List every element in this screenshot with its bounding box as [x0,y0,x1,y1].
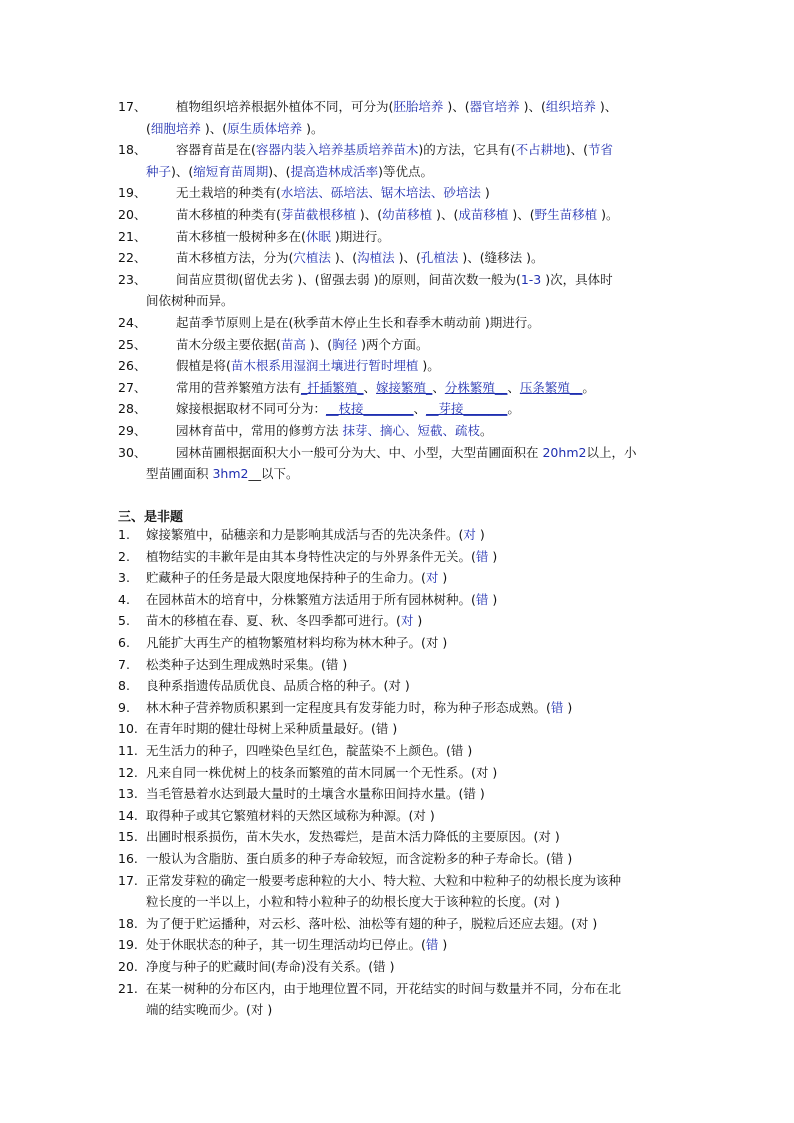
question-number: 16. [118,851,138,866]
answer-text: 细胞培养 [150,120,201,136]
text-segment: )期进行。 [330,228,390,244]
text-segment: 、 [432,379,445,395]
question-number: 24、 [118,315,147,330]
text-segment: )的方法，它具有( [418,142,516,158]
text-segment: )、( [355,207,383,222]
answer-text: 穴植法 [293,250,331,266]
answer-blank: 分株繁殖__ [444,379,508,395]
text-segment: )。 [302,120,324,136]
text-segment: )、 [595,99,618,114]
answer-text: 错 [550,699,564,715]
text-segment: )、( [200,120,228,136]
question-number: 20. [118,959,138,974]
question-number: 8. [118,678,130,694]
answer-text: 组织培养 [545,99,596,114]
answer-blank: __芽接_______ [426,401,508,417]
question-number: 9. [118,699,130,715]
text-segment: 嫁接根据取材不同可分为： [176,401,327,417]
answer-text: 不占耕地 [515,142,566,158]
question-number: 19、 [118,185,147,201]
answer-text: 20hm2 [542,444,587,460]
text-segment: 出圃时根系损伤，苗木失水，发热霉烂，是苗木活力降低的主要原因。(对 ) [146,829,560,845]
text-segment: 植物组织培养根据外植体不同，可分为( [176,99,394,114]
question-number: 30、 [118,444,147,460]
answer-text: 对 [463,527,476,542]
question-text [146,936,447,954]
text-segment: )次，具体时 [541,271,613,287]
question-text [146,872,621,890]
question-number: 13. [118,786,138,802]
answer-text: 缩短育苗周期 [193,163,269,179]
question-text [146,785,485,803]
question-text [146,548,497,566]
question-number: 18. [118,915,138,931]
question-text [176,379,595,397]
answer-text: 对 [400,613,414,629]
text-segment: 园林育苗中，常用的修剪方法 [176,423,343,438]
question-number: 2. [118,548,130,564]
text-segment: 苗木分级主要依据( [176,336,281,352]
question-number: 28、 [118,401,147,417]
answer-blank: __枝接________ [326,401,414,417]
answer-text: 器官培养 [469,99,520,114]
question-number: 22、 [118,250,147,266]
question-text [146,958,394,976]
answer-text: 芽苗截根移植 [280,207,356,222]
answer-text: 错 [475,548,489,564]
text-segment: 以上，小 [586,444,637,460]
text-segment: 凡能扩大再生产的植物繁殖材料均称为林木种子。(对 ) [146,635,448,650]
answer-text: 沟植法 [357,250,395,266]
text-segment: 处于休眠状态的种子，其一切生理活动均已停止。( [146,937,426,953]
text-segment: )。 [418,358,440,374]
question-text [176,98,617,116]
question-number: 17、 [118,99,147,114]
text-segment: 常用的营养繁殖方法有 [176,379,302,395]
question-text [146,591,497,609]
question-text [146,569,447,587]
text-segment: 松类种子达到生理成熟时采集。(错 ) [146,656,348,672]
text-segment: ) [438,937,448,953]
question-continuation [146,120,324,138]
text-segment: ( [146,120,151,136]
question-number: 6. [118,635,130,650]
text-segment: )、( [508,207,535,222]
question-text [176,422,493,440]
text-segment: 为了便于贮运播种，对云杉、落叶松、油松等有翅的种子，脱粒后还应去翅。(对 ) [146,915,598,931]
text-segment: ) [475,527,485,542]
question-number: 12. [118,764,138,780]
answer-text: 休眠 [305,228,331,244]
text-segment: 凡来自同一株优树上的枝条而繁殖的苗木同属一个无性系。(对 ) [146,764,498,780]
text-segment: 端的结实晚而少。(对 ) [146,1002,273,1018]
answer-text: 苗高 [280,336,306,352]
question-continuation [146,893,560,911]
text-segment: )、( [268,163,291,179]
text-segment: 苗木移植方法，分为( [176,250,294,266]
text-segment: )、( [432,207,459,222]
text-segment: 当毛管悬着水达到最大量时的土壤含水量称田间持水量。(错 ) [146,786,485,802]
text-segment: )。 [597,207,619,222]
answer-text: 错 [475,591,489,607]
question-number: 4. [118,591,130,607]
answer-text: 节省 [587,142,613,158]
text-segment: 嫁接繁殖中，砧穗亲和力是影响其成活与否的先决条件。( [146,527,464,542]
text-segment: )、(缝移法 )。 [458,250,544,266]
answer-text: 对 [425,570,439,586]
answer-blank: 压条繁殖__ [519,379,583,395]
answer-text: 种子 [146,163,172,179]
text-segment: 一般认为含脂肪、蛋白质多的种子寿命较短，而含淀粉多的种子寿命长。(错 ) [146,851,573,866]
text-segment: 无土栽培的种类有( [176,185,281,201]
question-text [176,141,613,159]
text-segment: __以下。 [248,466,299,482]
text-segment: 起苗季节原则上是在(秋季苗木停止生长和春季木萌动前 )期进行。 [176,315,540,330]
text-segment: ) [488,548,498,564]
question-text [176,400,520,418]
text-segment: )等优点。 [378,163,433,179]
question-continuation [146,292,234,310]
text-segment: 园林苗圃根据面积大小一般可分为大、中、小型，大型苗圃面积在 [176,444,543,460]
answer-text: 原生质体培养 [227,120,303,136]
text-segment: 正常发芽粒的确定一般要考虑种粒的大小、特大粒、大粒和中粒种子的幼根长度为该种 [146,872,622,888]
answer-text: 幼苗移植 [382,207,433,222]
question-number: 17. [118,872,138,888]
question-continuation [146,465,299,483]
text-segment: )、( [394,250,421,266]
answer-text: 成苗移植 [458,207,509,222]
text-segment: 、 [363,379,377,395]
question-text [176,184,490,202]
text-segment: ) [563,699,573,715]
question-number: 19. [118,937,138,953]
text-segment: ) [488,591,498,607]
answer-text: 苗木根系用湿润土壤进行暂时埋植 [230,358,419,374]
text-segment: 在青年时期的健壮母树上采种质量最好。(错 ) [146,721,398,737]
question-number: 10. [118,721,138,737]
question-number: 21、 [118,228,147,244]
answer-blank: _扦插繁殖_ [301,379,364,395]
text-segment: 、 [507,379,520,395]
text-segment: 。 [582,379,595,395]
text-segment: 容器育苗是在( [176,142,256,158]
question-number: 25、 [118,336,147,352]
answer-text: 错 [425,937,439,953]
text-segment: 苗木移植的种类有( [176,207,281,222]
question-number: 26、 [118,358,147,374]
question-text [146,742,472,760]
question-text [146,915,597,933]
text-segment: 取得种子或其它繁殖材料的天然区域称为种源。(对 ) [146,807,435,823]
answer-text: 容器内装入培养基质培养苗木 [255,142,419,158]
text-segment: ) [413,613,423,629]
question-text [146,828,560,846]
question-number: 21. [118,980,138,996]
text-segment: 苗木移植一般树种多在( [176,228,306,244]
question-text [146,677,410,695]
question-number: 20、 [118,207,147,222]
text-segment: 无生活力的种子，四唑染色呈红色，靛蓝染不上颜色。(错 ) [146,743,473,758]
question-number: 1. [118,527,130,542]
text-segment: 苗木的移植在春、夏、秋、冬四季都可进行。( [146,613,401,629]
question-text [146,980,621,998]
text-segment: )、( [443,99,470,114]
text-segment: 间苗应贯彻(留优去劣 )、(留强去弱 )的原则，间苗次数一般为( [176,271,521,287]
question-text [146,764,497,782]
question-number: 3. [118,570,130,586]
question-number: 11. [118,743,138,758]
question-number: 29、 [118,423,147,438]
answer-text: 孔植法 [420,250,459,266]
question-text [176,249,543,267]
question-text [146,699,572,717]
question-text [146,720,397,738]
question-number: 14. [118,807,138,823]
text-segment: 林木种子营养物质积累到一定程度具有发芽能力时，称为种子形态成熟。( [146,699,551,715]
question-continuation [146,1001,272,1019]
question-text [146,656,347,674]
text-segment: 型苗圃面积 [146,466,213,482]
text-segment: 、 [413,401,427,417]
answer-blank: 嫁接繁殖_ [376,379,433,395]
text-segment: 良种系指遗传品质优良、品质合格的种子。(对 ) [146,678,410,694]
text-segment: )两个方面。 [357,336,429,352]
answer-text: 胸径 [332,336,358,352]
text-segment: 植物结实的丰歉年是由其本身特性决定的与外界条件无关。( [146,548,476,564]
question-continuation [146,163,433,181]
answer-text: 提高造林成活率 [290,163,379,179]
question-text [146,634,447,652]
question-text [146,526,485,544]
question-text [176,206,619,224]
text-segment: )、( [565,142,588,158]
question-text [176,357,440,375]
text-segment: 在某一树种的分布区内，由于地理位置不同，开花结实的时间与数量并不同，分布在北 [146,980,622,996]
question-text [176,336,429,354]
question-text [146,807,435,825]
text-segment: )、( [330,250,358,266]
text-segment: 假植是将( [176,358,231,374]
text-segment: 。 [480,423,493,438]
answer-text: 1-3 [520,271,542,287]
question-number: 7. [118,656,130,672]
question-text [176,314,540,332]
question-number: 18、 [118,142,147,158]
question-text [176,444,636,462]
question-number: 23、 [118,271,147,287]
text-segment: )、( [519,99,546,114]
text-segment: ) [480,185,490,201]
answer-text: 抹芽、摘心、短截、疏枝 [342,423,480,438]
question-text [146,612,422,630]
text-segment: 在园林苗木的培育中，分株繁殖方法适用于所有园林树种。( [146,591,476,607]
answer-text: 胚胎培养 [393,99,444,114]
question-text [176,228,390,246]
text-segment: )、( [305,336,333,352]
answer-text: 野生苗移植 [534,207,598,222]
text-segment: 。 [507,401,520,417]
text-segment: 净度与种子的贮藏时间(寿命)没有关系。(错 ) [146,959,395,974]
question-number: 27、 [118,379,147,395]
text-segment: 粒长度的一半以上，小粒和特小粒种子的幼根长度大于该种粒的长度。(对 ) [146,894,560,910]
section-title: 三、是非题 [118,510,184,525]
answer-text: 水培法、砾培法、锯木培法、砂培法 [280,185,481,201]
answer-text: 3hm2 [212,466,249,482]
text-segment: )、( [171,163,194,179]
question-text [146,850,572,868]
question-text [176,271,613,289]
question-number: 15. [118,829,138,845]
text-segment: 间依树种而异。 [146,293,234,309]
text-segment: ) [438,570,448,586]
text-segment: 贮藏种子的任务是最大限度地保持种子的生命力。( [146,570,426,586]
question-number: 5. [118,613,130,629]
